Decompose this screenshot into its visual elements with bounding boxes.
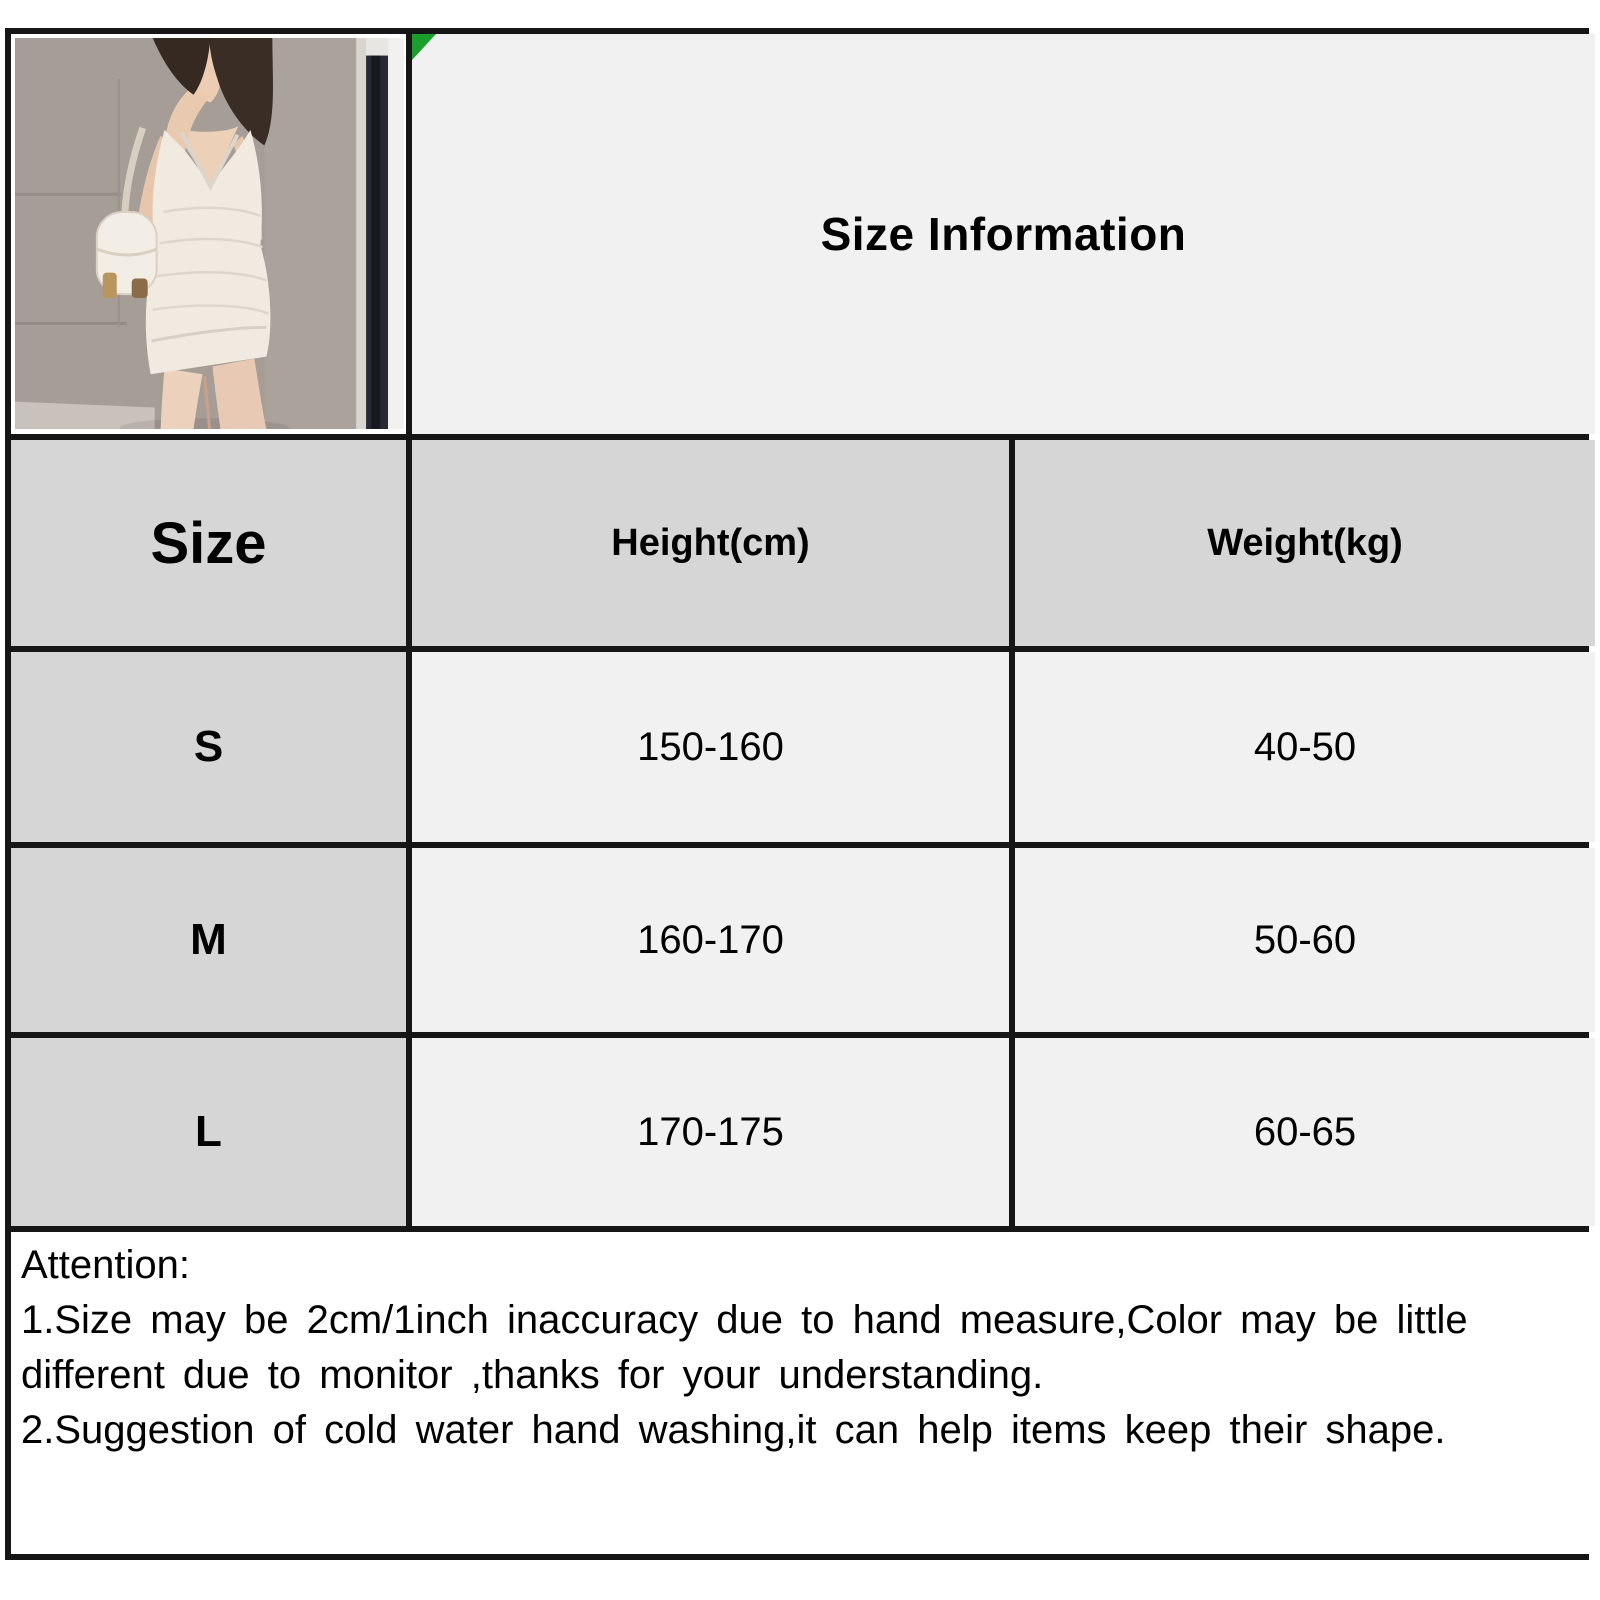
- page-title: Size Information: [820, 208, 1187, 260]
- row-s-height: 150-160: [412, 652, 1009, 842]
- row-m-weight: 50-60: [1015, 848, 1595, 1032]
- row-m-size: M: [11, 848, 406, 1032]
- attention-heading: Attention:: [21, 1243, 191, 1287]
- row-m-height: 160-170: [412, 848, 1009, 1032]
- header-height: Height(cm): [412, 440, 1009, 646]
- row-l-weight: 60-65: [1015, 1038, 1595, 1226]
- attention-note-1: 1.Size may be 2cm/1inch inaccuracy due to hand measure,Color may be little different due to monitor ,thanks for your understanding.: [21, 1298, 1468, 1397]
- product-photo: [15, 38, 404, 429]
- size-chart-sheet: [5, 28, 1589, 1560]
- header-size: Size: [11, 440, 406, 646]
- row-l-height: 170-175: [412, 1038, 1009, 1226]
- attention-section: [11, 1232, 1595, 1554]
- row-l-size: L: [11, 1038, 406, 1226]
- attention-note-2: 2.Suggestion of cold water hand washing,it can help items keep their shape.: [21, 1408, 1446, 1452]
- row-s-size: S: [11, 652, 406, 842]
- cell-flag-triangle-icon: [412, 34, 436, 60]
- title-cell: [412, 34, 1595, 434]
- row-s-weight: 40-50: [1015, 652, 1595, 842]
- header-weight: Weight(kg): [1015, 440, 1595, 646]
- product-photo-cell: [11, 34, 406, 434]
